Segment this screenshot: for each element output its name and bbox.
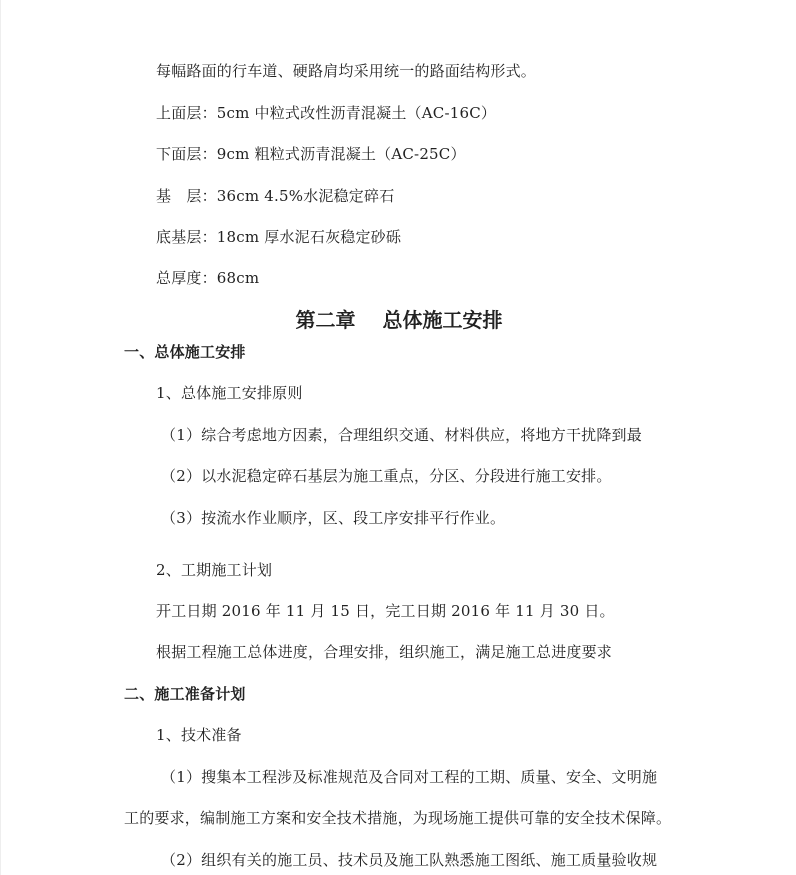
- list-item: （1）搜集本工程涉及标准规范及合同对工程的工期、质量、安全、文明施: [161, 768, 658, 786]
- section-heading-overall-arrangement: 一、总体施工安排: [124, 343, 246, 361]
- paragraph-upper-layer: 上面层：5cm 中粒式改性沥青混凝土（AC-16C）: [156, 104, 497, 122]
- list-item: （1）综合考虑地方因素，合理组织交通、材料供应，将地方干扰降到最: [161, 426, 642, 444]
- list-item: （2）以水泥稳定碎石基层为施工重点，分区、分段进行施工安排。: [161, 467, 612, 485]
- list-item-continuation: 工的要求，编制施工方案和安全技术措施，为现场施工提供可靠的安全技术保障。: [124, 809, 672, 827]
- paragraph-lower-layer: 下面层：9cm 粗粒式沥青混凝土（AC-25C）: [156, 145, 466, 163]
- subheading-technical-preparation: 1、技术准备: [156, 726, 242, 744]
- list-item: （2）组织有关的施工员、技术员及施工队熟悉施工图纸、施工质量验收规: [161, 851, 658, 869]
- list-item: （3）按流水作业顺序，区、段工序安排平行作业。: [161, 509, 506, 527]
- paragraph-road-structure: 每幅路面的行车道、硬路肩均采用统一的路面结构形式。: [156, 62, 537, 80]
- paragraph-subbase-layer: 底基层：18cm 厚水泥石灰稳定砂砾: [156, 228, 402, 246]
- paragraph-schedule-note: 根据工程施工总体进度，合理安排，组织施工，满足施工总进度要求: [156, 643, 613, 661]
- section-heading-preparation-plan: 二、施工准备计划: [124, 685, 246, 703]
- paragraph-schedule-dates: 开工日期 2016 年 11 月 15 日，完工日期 2016 年 11 月 30 日。: [156, 602, 615, 620]
- paragraph-total-thickness: 总厚度：68cm: [156, 269, 260, 287]
- paragraph-base-layer: 基 层：36cm 4.5%水泥稳定碎石: [156, 187, 395, 205]
- subheading-schedule-plan: 2、工期施工计划: [156, 561, 273, 579]
- chapter-title: 第二章 总体施工安排: [295, 308, 503, 332]
- subheading-arrangement-principles: 1、总体施工安排原则: [156, 384, 303, 402]
